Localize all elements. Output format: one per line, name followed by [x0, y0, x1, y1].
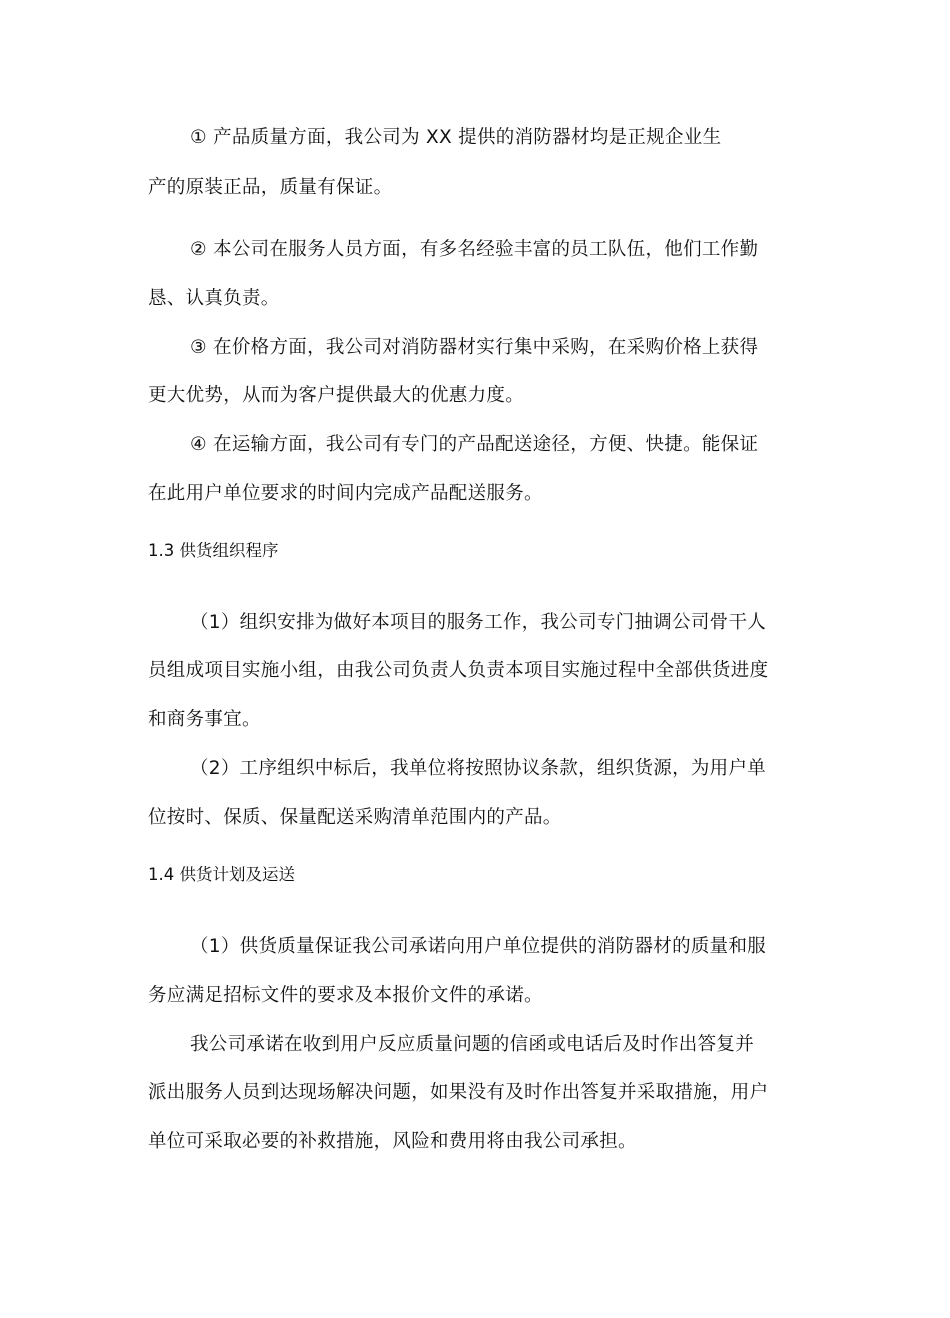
text-line: 和商务事宜。 — [148, 709, 261, 730]
text-line: 我公司承诺在收到用户反应质量问题的信函或电话后及时作出答复并 — [190, 1034, 755, 1055]
section-heading-1-3: 1.3 供货组织程序 — [148, 541, 279, 560]
text-line: 务应满足招标文件的要求及本报价文件的承诺。 — [148, 985, 543, 1006]
text-line: 派出服务人员到达现场解决问题，如果没有及时作出答复并采取措施，用户 — [148, 1082, 769, 1103]
text-line: 恳、认真负责。 — [148, 288, 280, 309]
text-line: （1）组织安排为做好本项目的服务工作，我公司专门抽调公司骨干人 — [190, 612, 767, 633]
text-line: 在此用户单位要求的时间内完成产品配送服务。 — [148, 483, 543, 504]
text-line: ② 本公司在服务人员方面，有多名经验丰富的员工队伍，他们工作勤 — [190, 239, 759, 260]
text-line: 员组成项目实施小组，由我公司负责人负责本项目实施过程中全部供货进度 — [148, 660, 769, 681]
section-heading-1-4: 1.4 供货计划及运送 — [148, 865, 295, 884]
text-line: ③ 在价格方面，我公司对消防器材实行集中采购，在采购价格上获得 — [190, 337, 759, 358]
text-line: （2）工序组织中标后，我单位将按照协议条款，组织货源，为用户单 — [190, 758, 767, 779]
text-line: ④ 在运输方面，我公司有专门的产品配送途径，方便、快捷。能保证 — [190, 434, 759, 455]
text-line: （1）供货质量保证我公司承诺向用户单位提供的消防器材的质量和服 — [190, 936, 767, 957]
text-line: 更大优势，从而为客户提供最大的优惠力度。 — [148, 385, 525, 406]
text-line: 单位可采取必要的补救措施，风险和费用将由我公司承担。 — [148, 1131, 637, 1152]
text-line: 位按时、保质、保量配送采购清单范围内的产品。 — [148, 807, 562, 828]
text-line: 产的原装正品，质量有保证。 — [148, 177, 393, 198]
text-line: ① 产品质量方面，我公司为 XX 提供的消防器材均是正规企业生 — [190, 127, 722, 148]
